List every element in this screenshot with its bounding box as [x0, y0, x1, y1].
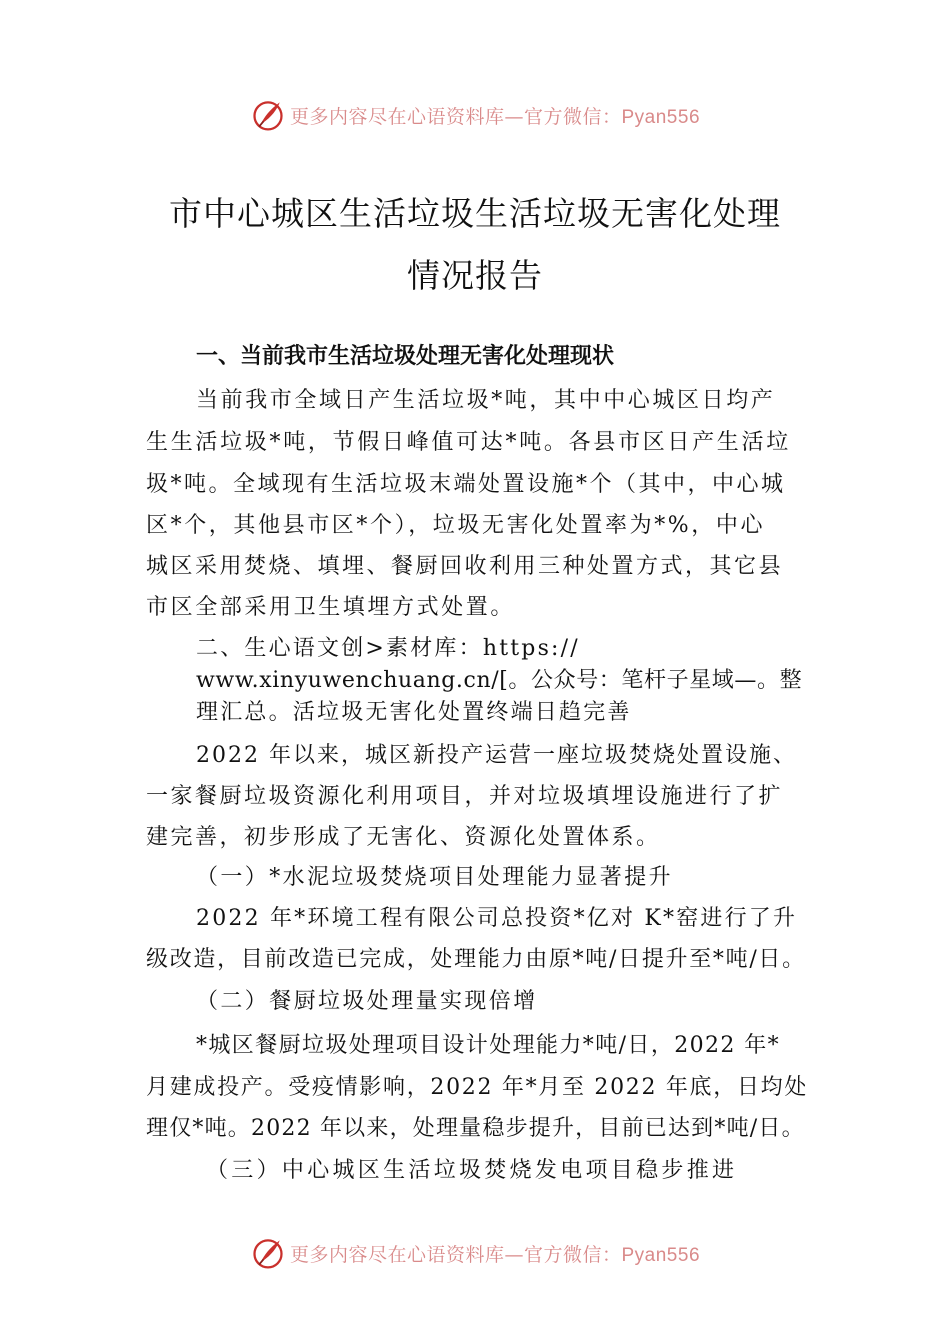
paragraph-line: 生生活垃圾*吨，节假日峰值可达*吨。各县市区日产生活垃: [146, 430, 791, 455]
watermark-banner-top: [0, 95, 950, 135]
watermark-text: 更多内容尽在心语资料库—官方微信：Pyan556: [289, 105, 701, 128]
paragraph-line: 二、生心语文创>素材库：https://: [196, 636, 580, 661]
paragraph-line: 城区采用焚烧、填埋、餐厨回收利用三种处置方式，其它县: [146, 554, 784, 579]
document-title-line-1: 市中心城区生活垃圾生活垃圾无害化处理: [169, 194, 781, 233]
paragraph-line: www.xinyuwenchuang.cn/[。公众号：笔杆子星域—。整: [196, 668, 803, 693]
paragraph-line: 建完善，初步形成了无害化、资源化处置体系。: [146, 825, 661, 850]
quill-logo-icon: [250, 97, 286, 133]
section-heading: 一、当前我市生活垃圾处理无害化处理现状: [196, 344, 615, 369]
paragraph-line: 级改造，目前改造已完成，处理能力由原*吨/日提升至*吨/日。: [146, 947, 806, 972]
paragraph-line: 理汇总。活垃圾无害化处置终端日趋完善: [196, 700, 632, 725]
paragraph-line: *城区餐厨垃圾处理项目设计处理能力*吨/日，2022 年*: [196, 1033, 780, 1058]
paragraph-line: 市区全部采用卫生填埋方式处置。: [146, 595, 516, 620]
paragraph-line: 区*个，其他县市区*个），垃圾无害化处置率为*%，中心: [146, 513, 766, 538]
paragraph-line: 一家餐厨垃圾资源化利用项目，并对垃圾填埋设施进行了扩: [146, 784, 784, 809]
quill-logo-icon: [250, 1235, 286, 1271]
paragraph-line: 理仅*吨。2022 年以来，处理量稳步提升，目前已达到*吨/日。: [146, 1116, 805, 1141]
paragraph-line: 2022 年以来，城区新投产运营一座垃圾焚烧处置设施、: [196, 743, 797, 768]
watermark-text: 更多内容尽在心语资料库—官方微信：Pyan556: [289, 1243, 701, 1266]
watermark-banner-bottom: [0, 1233, 950, 1273]
paragraph-line: 圾*吨。全域现有生活垃圾末端处置设施*个（其中，中心城: [146, 472, 786, 497]
paragraph-line: 2022 年*环境工程有限公司总投资*亿对 K*窑进行了升: [196, 906, 798, 931]
document-title-line-2: 情况报告: [407, 256, 543, 295]
paragraph-line: 当前我市全域日产生活垃圾*吨，其中中心城区日均产: [196, 388, 776, 413]
subsection-heading: （一）*水泥垃圾焚烧项目处理能力显著提升: [196, 865, 674, 890]
paragraph-line: 月建成投产。受疫情影响，2022 年*月至 2022 年底，日均处: [146, 1075, 809, 1100]
subsection-heading: （三）中心城区生活垃圾焚烧发电项目稳步推进: [206, 1158, 738, 1183]
subsection-heading: （二）餐厨垃圾处理量实现倍增: [196, 989, 538, 1014]
